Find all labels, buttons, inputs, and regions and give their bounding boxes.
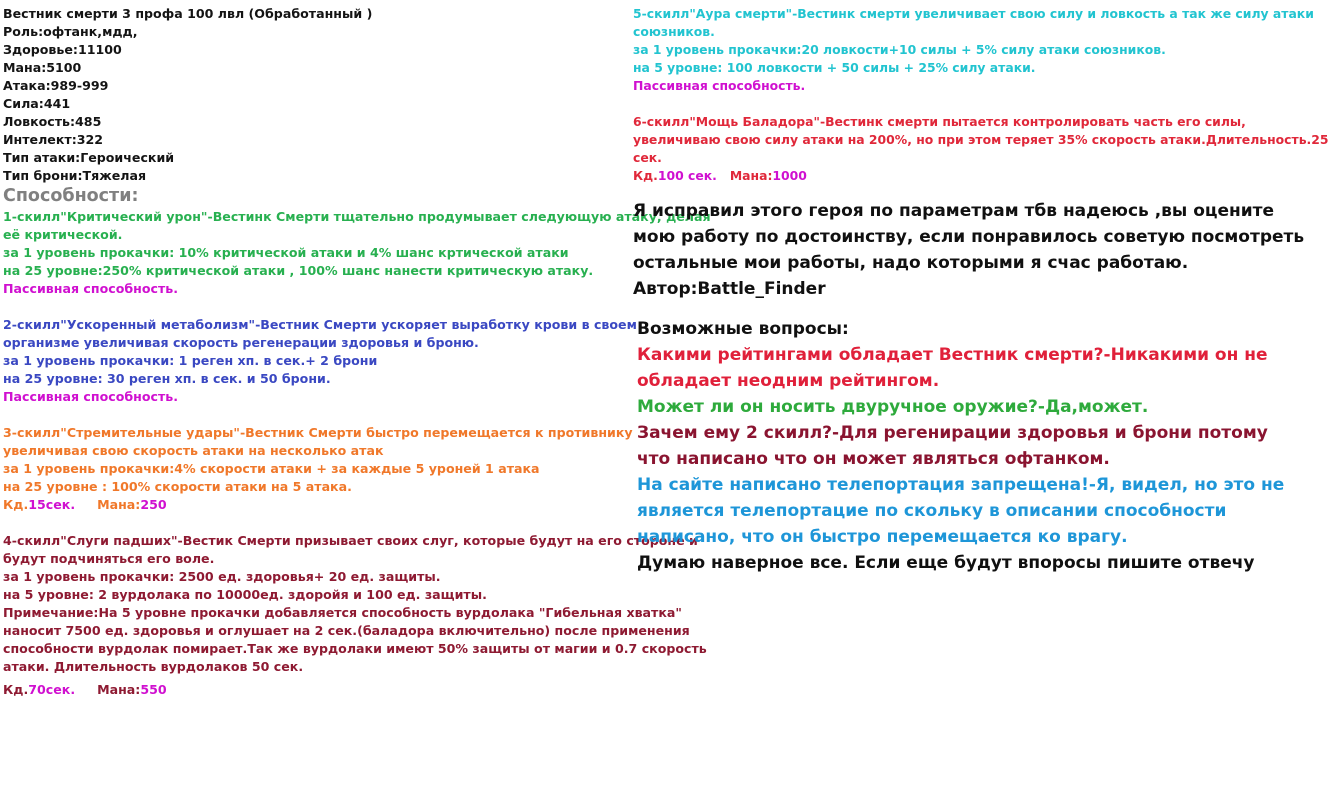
right-column bbox=[633, 5, 1329, 185]
skill-3-mana-label: Мана: bbox=[97, 497, 141, 512]
skill-3-level-1: за 1 уровень прокачки:4% скорости атаки + за каждые 5 уроней 1 атака bbox=[3, 461, 540, 476]
skill-4 bbox=[3, 532, 707, 699]
author-note-line-3: остальные мои работы, надо которыми я счас работаю. bbox=[633, 253, 1189, 273]
skill-3-desc-cont: увеличивая свою скорость атаки на несколько атак bbox=[3, 443, 384, 458]
faq-q2: Может ли он носить двуручное оружие?-Да,может. bbox=[637, 397, 1149, 417]
faq-q4-cont: является телепортацие по скольку в описании способности bbox=[637, 501, 1227, 521]
author-note-line-1: Я исправил этого героя по параметрам тбв надеюсь ,вы оцените bbox=[633, 201, 1275, 221]
skill-6-cooldown-mana bbox=[633, 167, 1251, 185]
hero-agility: Ловкость:485 bbox=[3, 114, 102, 129]
hero-strength: Сила:441 bbox=[3, 96, 71, 111]
faq-q3-cont: что написано что он может являться офтанком. bbox=[637, 449, 1110, 469]
skill-1 bbox=[3, 208, 711, 298]
skill-2-passive: Пассивная способность. bbox=[3, 389, 179, 404]
skill-5 bbox=[633, 5, 1314, 95]
faq-q3: Зачем ему 2 скилл?-Для регенирации здоровья и брони потому bbox=[637, 423, 1268, 443]
skill-6-desc-cont: увеличиваю свою силу атаки на 200%, но при этом теряет 35% скорость атаки.Длительность.25 bbox=[633, 132, 1329, 147]
skill-5-level-5: на 5 уровне: 100 ловкости + 50 силы + 25% силу атаки. bbox=[633, 60, 1036, 75]
skill-2-level-25: на 25 уровне: 30 реген хп. в сек. и 50 брони. bbox=[3, 371, 331, 386]
faq-closing: Думаю наверное все. Если еще будут впоросы пишите отвечу bbox=[637, 553, 1255, 573]
skill-2 bbox=[3, 316, 637, 406]
hero-intellect: Интелект:322 bbox=[3, 132, 104, 147]
faq-q4-end: написано, что он быстро перемещается ко врагу. bbox=[637, 527, 1128, 547]
faq-heading: Возможные вопросы: bbox=[637, 319, 849, 339]
author-note bbox=[633, 198, 1305, 302]
skill-5-desc-cont: союзников. bbox=[633, 24, 715, 39]
faq-q1: Какими рейтингами обладает Вестник смерти?-Никакими он не bbox=[637, 345, 1268, 365]
skill-3-desc: 3-скилл"Стремительные удары"-Вестник Смерти быстро перемещается к противнику bbox=[3, 425, 633, 440]
skill-4-desc: 4-скилл"Слуги падших"-Вестик Смерти призывает своих слуг, которые будут на его стороне и bbox=[3, 533, 698, 548]
skill-3 bbox=[3, 424, 633, 514]
faq-q4: На сайте написано телепортация запрещена!-Я, видел, но это не bbox=[637, 475, 1285, 495]
skill-4-note: Примечание:На 5 уровне прокачки добавляется способность вурдолака "Гибельная хватка" bbox=[3, 605, 682, 620]
hero-title: Вестник смерти 3 профа 100 лвл (Обработанный ) bbox=[3, 6, 373, 21]
skill-5-level-1: за 1 уровень прокачки:20 ловкости+10 силы + 5% силу атаки союзников. bbox=[633, 42, 1166, 57]
skill-2-desc: 2-скилл"Ускоренный метаболизм"-Вестник Смерти ускоряет выработку крови в своем bbox=[3, 317, 637, 332]
skill-4-note-2: наносит 7500 ед. здоровья и оглушает на 2 сек.(баладора включительно) после применения bbox=[3, 623, 690, 638]
faq-q1-cont: обладает неодним рейтингом. bbox=[637, 371, 940, 391]
skill-5-desc: 5-скилл"Аура смерти"-Вестинк смерти увеличивает свою силу и ловкость а так же силу атаки bbox=[633, 6, 1314, 21]
skill-6-cd-label: Кд. bbox=[633, 168, 658, 183]
skill-4-mana-value: 550 bbox=[140, 682, 167, 697]
abilities-heading: Способности: bbox=[3, 186, 139, 206]
skill-3-cd-value: 15сек. bbox=[28, 497, 76, 512]
skill-4-cooldown-mana bbox=[3, 681, 628, 699]
author-name: Автор:Battle_Finder bbox=[633, 279, 826, 299]
skill-1-level-25: на 25 уровне:250% критической атаки , 100% шанс нанести критическую атаку. bbox=[3, 263, 594, 278]
skill-6-mana-label: Мана: bbox=[729, 168, 773, 183]
skill-6-desc: 6-скилл"Мощь Баладора"-Вестинк смерти пытается контролировать часть его силы, bbox=[633, 114, 1246, 129]
hero-stats bbox=[3, 5, 628, 185]
skill-2-desc-cont: организме увеличивая скорость регенерации здоровья и броню. bbox=[3, 335, 479, 350]
skill-2-level-1: за 1 уровень прокачки: 1 реген хп. в сек.+ 2 брони bbox=[3, 353, 378, 368]
skill-4-level-1: за 1 уровень прокачки: 2500 ед. здоровья+ 20 ед. защиты. bbox=[3, 569, 441, 584]
hero-armor-type: Тип брони:Тяжелая bbox=[3, 168, 147, 183]
hero-attack: Атака:989-999 bbox=[3, 78, 109, 93]
skill-1-desc-cont: её критической. bbox=[3, 227, 123, 242]
faq-section bbox=[637, 316, 1285, 576]
skill-3-mana-value: 250 bbox=[140, 497, 167, 512]
hero-role: Роль:офтанк,мдд, bbox=[3, 24, 138, 39]
skill-4-note-4: атаки. Длительность вурдолаков 50 сек. bbox=[3, 659, 304, 674]
skill-4-mana-label: Мана: bbox=[97, 682, 141, 697]
skill-5-passive: Пассивная способность. bbox=[633, 78, 806, 93]
skill-4-desc-cont: будут подчиняться его воле. bbox=[3, 551, 215, 566]
hero-mana: Мана:5100 bbox=[3, 60, 82, 75]
hero-health: Здоровье:11100 bbox=[3, 42, 122, 57]
skill-6 bbox=[633, 113, 1329, 185]
author-note-line-2: мою работу по достоинству, если понравилось советую посмотреть bbox=[633, 227, 1305, 247]
skill-1-desc: 1-скилл"Критический урон"-Вестинк Смерти тщательно продумывает следующую атаку, делая bbox=[3, 209, 711, 224]
skill-6-desc-end: сек. bbox=[633, 150, 662, 165]
skill-4-cd-label: Кд. bbox=[3, 682, 29, 697]
skill-1-passive: Пассивная способность. bbox=[3, 281, 179, 296]
skill-6-cd-value: 100 сек. bbox=[657, 168, 717, 183]
skill-3-cd-label: Кд. bbox=[3, 497, 29, 512]
hero-attack-type: Тип атаки:Героический bbox=[3, 150, 175, 165]
skill-4-cd-value: 70сек. bbox=[28, 682, 76, 697]
skill-3-level-25: на 25 уровне : 100% скорости атаки на 5 атака. bbox=[3, 479, 352, 494]
skill-4-note-3: способности вурдолак помирает.Так же вурдолаки имеют 50% защиты от магии и 0.7 скорость bbox=[3, 641, 707, 656]
skill-6-mana-value: 1000 bbox=[772, 168, 807, 183]
skill-1-level-1: за 1 уровень прокачки: 10% критической атаки и 4% шанс кртической атаки bbox=[3, 245, 569, 260]
skill-3-cooldown-mana bbox=[3, 496, 628, 514]
skill-4-level-5: на 5 уровне: 2 вурдолака по 10000ед. здоройя и 100 ед. защиты. bbox=[3, 587, 487, 602]
